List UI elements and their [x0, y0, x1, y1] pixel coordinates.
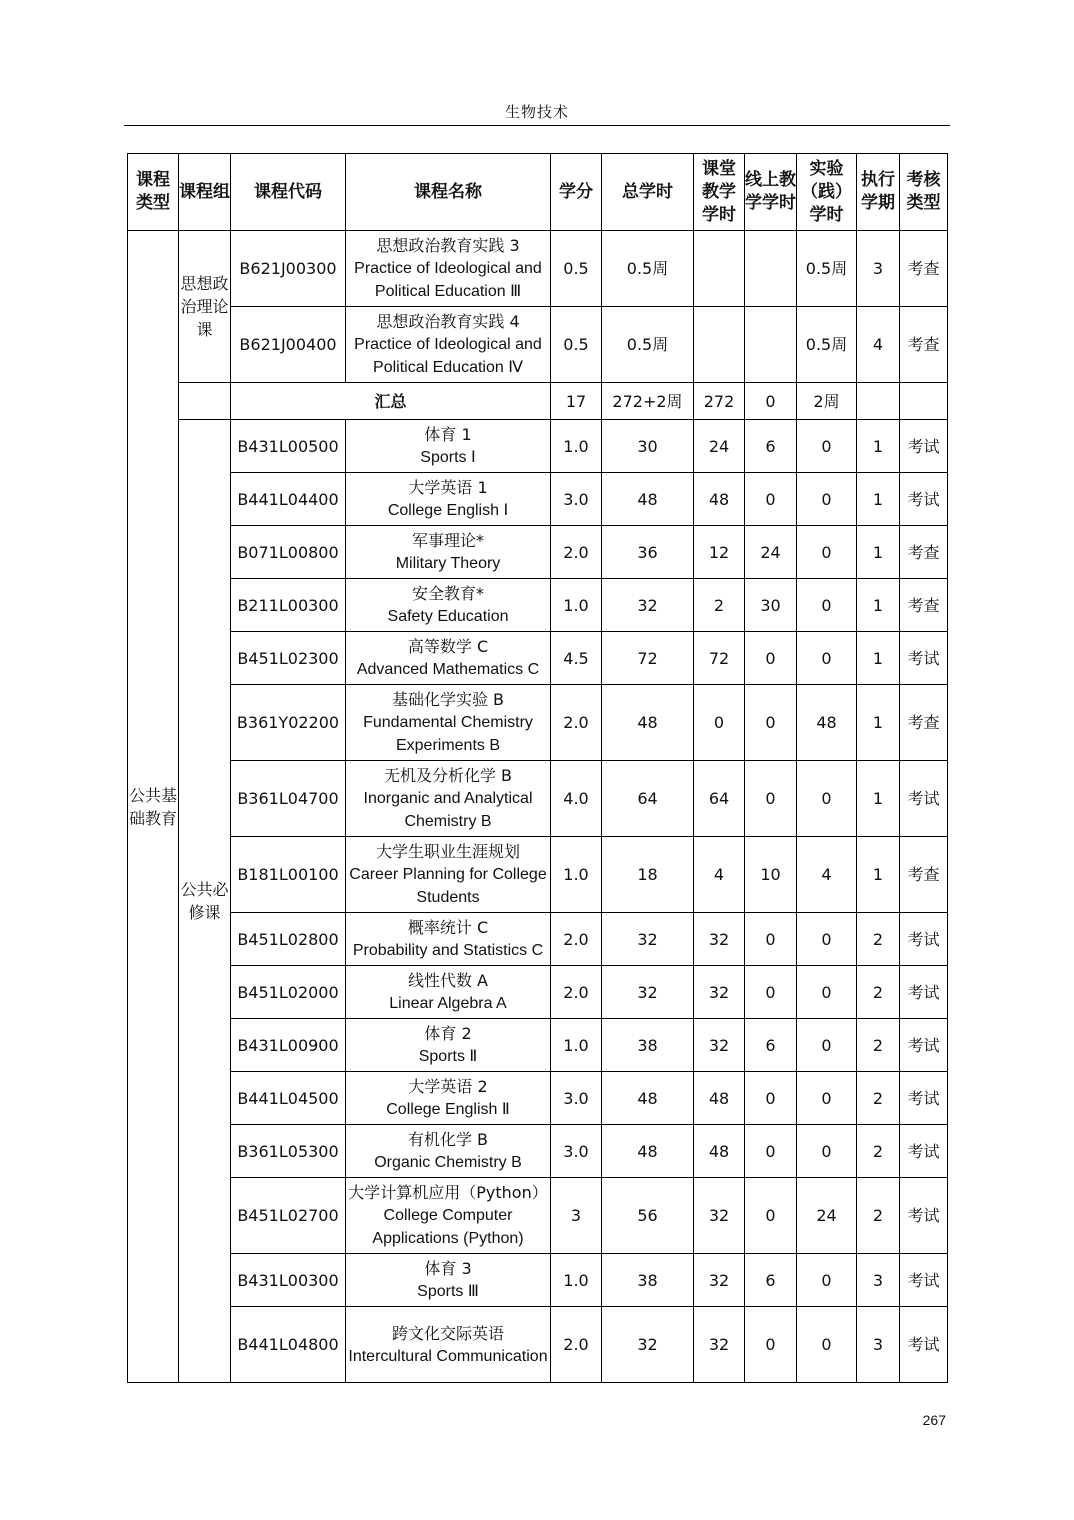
course-name-zh: 军事理论*: [411, 531, 484, 550]
semester: 2: [857, 1178, 900, 1254]
semester: 2: [857, 913, 900, 966]
course-name: [346, 913, 551, 966]
table-row: [128, 473, 948, 526]
semester: 3: [857, 231, 900, 307]
classroom-hours: [694, 231, 745, 307]
classroom-hours: 4: [694, 837, 745, 913]
table-row: [128, 913, 948, 966]
semester: 1: [857, 685, 900, 761]
course-name: [346, 1072, 551, 1125]
course-name-zh: 无机及分析化学 B: [383, 766, 513, 785]
course-name-en: Sports Ⅰ: [420, 449, 476, 466]
online-hours: 0: [745, 913, 797, 966]
summary-spacer: [179, 383, 231, 420]
course-name: [346, 1178, 551, 1254]
classroom-hours: [694, 307, 745, 383]
online-hours: 0: [745, 473, 797, 526]
course-code: B451L02800: [231, 913, 346, 966]
summary-row: [128, 383, 948, 420]
online-hours: 6: [745, 1019, 797, 1072]
header-online-hours: 线上教学学时: [745, 154, 797, 231]
classroom-hours: 0: [694, 685, 745, 761]
total-hours: 36: [602, 526, 694, 579]
course-name-zh: 基础化学实验 B: [391, 690, 505, 709]
assessment: 考查: [900, 307, 948, 383]
lab-hours: 0: [797, 420, 857, 473]
course-code: B451L02700: [231, 1178, 346, 1254]
online-hours: 0: [745, 632, 797, 685]
summary-lab-hours: 2周: [797, 383, 857, 420]
course-name: [346, 307, 551, 383]
classroom-hours: 48: [694, 1125, 745, 1178]
semester: 1: [857, 420, 900, 473]
header-credits: 学分: [551, 154, 602, 231]
course-group-cell: 公共必修课: [179, 420, 231, 1383]
credits: 1.0: [551, 1254, 602, 1307]
classroom-hours: 48: [694, 1072, 745, 1125]
credits: 1.0: [551, 579, 602, 632]
online-hours: 0: [745, 966, 797, 1019]
table-row: [128, 231, 948, 307]
course-name-zh: 安全教育*: [411, 584, 484, 603]
online-hours: 30: [745, 579, 797, 632]
lab-hours: 4: [797, 837, 857, 913]
course-name-en: Military Theory: [395, 555, 501, 572]
course-code: B451L02000: [231, 966, 346, 1019]
online-hours: 0: [745, 761, 797, 837]
summary-credits: 17: [551, 383, 602, 420]
course-name-zh: 大学生职业生涯规划: [375, 842, 520, 861]
header-course-code: 课程代码: [231, 154, 346, 231]
summary-semester: [857, 383, 900, 420]
course-name-en: Organic Chemistry B: [374, 1154, 522, 1171]
table-row: [128, 1125, 948, 1178]
table-row: [128, 632, 948, 685]
course-name-en: College English Ⅱ: [386, 1101, 510, 1118]
classroom-hours: 72: [694, 632, 745, 685]
lab-hours: 48: [797, 685, 857, 761]
classroom-hours: 32: [694, 1178, 745, 1254]
semester: 2: [857, 1019, 900, 1072]
header-classroom-hours: 课堂教学学时: [694, 154, 745, 231]
total-hours: 48: [602, 1072, 694, 1125]
summary-total-hours: 272+2周: [602, 383, 694, 420]
semester: 4: [857, 307, 900, 383]
assessment: 考试: [900, 966, 948, 1019]
credits: 0.5: [551, 231, 602, 307]
course-name-zh: 思想政治教育实践 4: [376, 312, 520, 331]
online-hours: 6: [745, 420, 797, 473]
credits: 2.0: [551, 966, 602, 1019]
table-row: [128, 526, 948, 579]
online-hours: 6: [745, 1254, 797, 1307]
assessment: 考试: [900, 1254, 948, 1307]
course-name: [346, 837, 551, 913]
assessment: 考试: [900, 913, 948, 966]
header-lab-hours: 实验（践）学时: [797, 154, 857, 231]
classroom-hours: 32: [694, 1254, 745, 1307]
assessment: 考查: [900, 837, 948, 913]
course-name-en: College Computer Applications (Python): [372, 1207, 524, 1247]
table-row: [128, 1254, 948, 1307]
lab-hours: 0: [797, 1072, 857, 1125]
summary-assessment: [900, 383, 948, 420]
summary-online-hours: 0: [745, 383, 797, 420]
online-hours: 0: [745, 1307, 797, 1383]
course-name-zh: 体育 2: [424, 1024, 472, 1043]
credits: 3.0: [551, 473, 602, 526]
classroom-hours: 2: [694, 579, 745, 632]
online-hours: 0: [745, 685, 797, 761]
credits: 2.0: [551, 913, 602, 966]
lab-hours: 0: [797, 1307, 857, 1383]
semester: 2: [857, 1072, 900, 1125]
summary-classroom-hours: 272: [694, 383, 745, 420]
assessment: 考试: [900, 473, 948, 526]
course-code: B361L05300: [231, 1125, 346, 1178]
assessment: 考试: [900, 1019, 948, 1072]
semester: 3: [857, 1307, 900, 1383]
assessment: 考试: [900, 632, 948, 685]
classroom-hours: 32: [694, 1307, 745, 1383]
semester: 1: [857, 526, 900, 579]
credits: 1.0: [551, 1019, 602, 1072]
assessment: 考查: [900, 526, 948, 579]
table-row: [128, 761, 948, 837]
course-code: B441L04800: [231, 1307, 346, 1383]
course-name-zh: 体育 1: [424, 425, 472, 444]
lab-hours: 0: [797, 1254, 857, 1307]
course-code: B621J00300: [231, 231, 346, 307]
table-row: [128, 1307, 948, 1383]
header-semester: 执行学期: [857, 154, 900, 231]
total-hours: 32: [602, 913, 694, 966]
table-row: [128, 420, 948, 473]
course-code: B211L00300: [231, 579, 346, 632]
table-row: [128, 1178, 948, 1254]
lab-hours: 0: [797, 632, 857, 685]
assessment: 考试: [900, 1125, 948, 1178]
lab-hours: 0: [797, 526, 857, 579]
semester: 2: [857, 966, 900, 1019]
course-code: B361L04700: [231, 761, 346, 837]
total-hours: 0.5周: [602, 231, 694, 307]
total-hours: 32: [602, 966, 694, 1019]
table-row: [128, 685, 948, 761]
course-name-en: Career Planning for College Students: [349, 866, 547, 906]
course-name-en: Linear Algebra A: [389, 995, 507, 1012]
total-hours: 48: [602, 1125, 694, 1178]
header-course-type: 课程类型: [128, 154, 179, 231]
course-name-en: Sports Ⅱ: [418, 1048, 478, 1065]
course-name-en: Advanced Mathematics C: [356, 661, 540, 678]
classroom-hours: 12: [694, 526, 745, 579]
classroom-hours: 32: [694, 966, 745, 1019]
course-name-zh: 大学英语 1: [408, 478, 488, 497]
total-hours: 72: [602, 632, 694, 685]
course-name-zh: 概率统计 C: [407, 918, 489, 937]
assessment: 考试: [900, 1072, 948, 1125]
course-name-en: Intercultural Communication: [348, 1347, 548, 1365]
assessment: 考试: [900, 1178, 948, 1254]
course-name: [346, 526, 551, 579]
semester: 1: [857, 473, 900, 526]
lab-hours: 0: [797, 966, 857, 1019]
curriculum-table: [127, 153, 948, 1383]
credits: 1.0: [551, 837, 602, 913]
table-header-row: [128, 154, 948, 231]
course-name-zh: 高等数学 C: [407, 637, 489, 656]
lab-hours: 0: [797, 1125, 857, 1178]
online-hours: 0: [745, 1178, 797, 1254]
header-course-group: 课程组: [179, 154, 231, 231]
course-code: B431L00500: [231, 420, 346, 473]
header-total-hours: 总学时: [602, 154, 694, 231]
credits: 1.0: [551, 420, 602, 473]
header-assessment: 考核类型: [900, 154, 948, 231]
course-code: B621J00400: [231, 307, 346, 383]
credits: 3.0: [551, 1072, 602, 1125]
credits: 4.5: [551, 632, 602, 685]
classroom-hours: 32: [694, 1019, 745, 1072]
total-hours: 48: [602, 473, 694, 526]
course-name-en: Fundamental Chemistry Experiments B: [363, 714, 533, 754]
course-name: [346, 966, 551, 1019]
credits: 2.0: [551, 685, 602, 761]
course-name-zh: 线性代数 A: [407, 971, 489, 990]
course-code: B071L00800: [231, 526, 346, 579]
course-name: [346, 579, 551, 632]
assessment: 考试: [900, 1307, 948, 1383]
course-name-en: College English Ⅰ: [387, 502, 509, 519]
table-row: [128, 1019, 948, 1072]
course-type-cell: 公共基础教育: [128, 231, 179, 1383]
assessment: 考查: [900, 231, 948, 307]
online-hours: 0: [745, 1125, 797, 1178]
total-hours: 32: [602, 579, 694, 632]
table-row: [128, 966, 948, 1019]
course-code: B181L00100: [231, 837, 346, 913]
running-header-title: 生物技术: [504, 103, 569, 121]
course-code: B431L00900: [231, 1019, 346, 1072]
credits: 3: [551, 1178, 602, 1254]
classroom-hours: 32: [694, 913, 745, 966]
online-hours: 0: [745, 1072, 797, 1125]
assessment: 考试: [900, 761, 948, 837]
course-name-zh: 思想政治教育实践 3: [376, 236, 520, 255]
semester: 1: [857, 579, 900, 632]
course-name: [346, 1254, 551, 1307]
semester: 1: [857, 761, 900, 837]
online-hours: [745, 231, 797, 307]
online-hours: [745, 307, 797, 383]
course-name: [346, 685, 551, 761]
total-hours: 0.5周: [602, 307, 694, 383]
course-name-zh: 有机化学 B: [407, 1130, 489, 1149]
table-row: [128, 579, 948, 632]
table-row: [128, 837, 948, 913]
lab-hours: 24: [797, 1178, 857, 1254]
online-hours: 24: [745, 526, 797, 579]
table-row: [128, 307, 948, 383]
lab-hours: 0: [797, 473, 857, 526]
semester: 1: [857, 632, 900, 685]
course-code: B361Y02200: [231, 685, 346, 761]
total-hours: 32: [602, 1307, 694, 1383]
lab-hours: 0: [797, 913, 857, 966]
credits: 2.0: [551, 1307, 602, 1383]
course-name-en: Inorganic and Analytical Chemistry B: [363, 790, 533, 830]
course-name: [346, 231, 551, 307]
assessment: 考查: [900, 685, 948, 761]
total-hours: 48: [602, 685, 694, 761]
classroom-hours: 64: [694, 761, 745, 837]
course-code: B451L02300: [231, 632, 346, 685]
course-name: [346, 1019, 551, 1072]
course-code: B431L00300: [231, 1254, 346, 1307]
online-hours: 10: [745, 837, 797, 913]
course-name: [346, 420, 551, 473]
lab-hours: 0: [797, 1019, 857, 1072]
course-name: [346, 761, 551, 837]
assessment: 考试: [900, 420, 948, 473]
credits: 2.0: [551, 526, 602, 579]
credits: 4.0: [551, 761, 602, 837]
table-row: [128, 1072, 948, 1125]
course-name: [346, 1125, 551, 1178]
lab-hours: 0: [797, 761, 857, 837]
course-name-en: Practice of Ideological and Political Education Ⅲ: [354, 260, 542, 300]
course-name-zh: 大学英语 2: [408, 1077, 488, 1096]
lab-hours: 0: [797, 579, 857, 632]
header-rule: [124, 125, 950, 126]
course-name: [346, 473, 551, 526]
assessment: 考查: [900, 579, 948, 632]
total-hours: 64: [602, 761, 694, 837]
lab-hours: 0.5周: [797, 231, 857, 307]
course-name-en: Sports Ⅲ: [417, 1283, 479, 1300]
classroom-hours: 48: [694, 473, 745, 526]
lab-hours: 0.5周: [797, 307, 857, 383]
course-name-en: Safety Education: [387, 608, 509, 625]
semester: 2: [857, 1125, 900, 1178]
course-code: B441L04400: [231, 473, 346, 526]
total-hours: 38: [602, 1019, 694, 1072]
course-name: [346, 1307, 551, 1383]
course-group-cell: 思想政治理论课: [179, 231, 231, 383]
semester: 1: [857, 837, 900, 913]
total-hours: 18: [602, 837, 694, 913]
credits: 0.5: [551, 307, 602, 383]
course-name-en: Practice of Ideological and Political Education Ⅳ: [354, 336, 542, 376]
total-hours: 56: [602, 1178, 694, 1254]
course-code: B441L04500: [231, 1072, 346, 1125]
summary-label: 汇总: [231, 383, 551, 420]
classroom-hours: 24: [694, 420, 745, 473]
course-name-en: Probability and Statistics C: [352, 942, 544, 959]
course-name-zh: 体育 3: [424, 1259, 472, 1278]
course-name-zh: 大学计算机应用（Python）: [348, 1183, 548, 1202]
semester: 3: [857, 1254, 900, 1307]
course-name-zh: 跨文化交际英语: [391, 1323, 504, 1343]
total-hours: 30: [602, 420, 694, 473]
course-name: [346, 632, 551, 685]
header-course-name: 课程名称: [346, 154, 551, 231]
page-number: 267: [922, 1412, 946, 1428]
credits: 3.0: [551, 1125, 602, 1178]
total-hours: 38: [602, 1254, 694, 1307]
